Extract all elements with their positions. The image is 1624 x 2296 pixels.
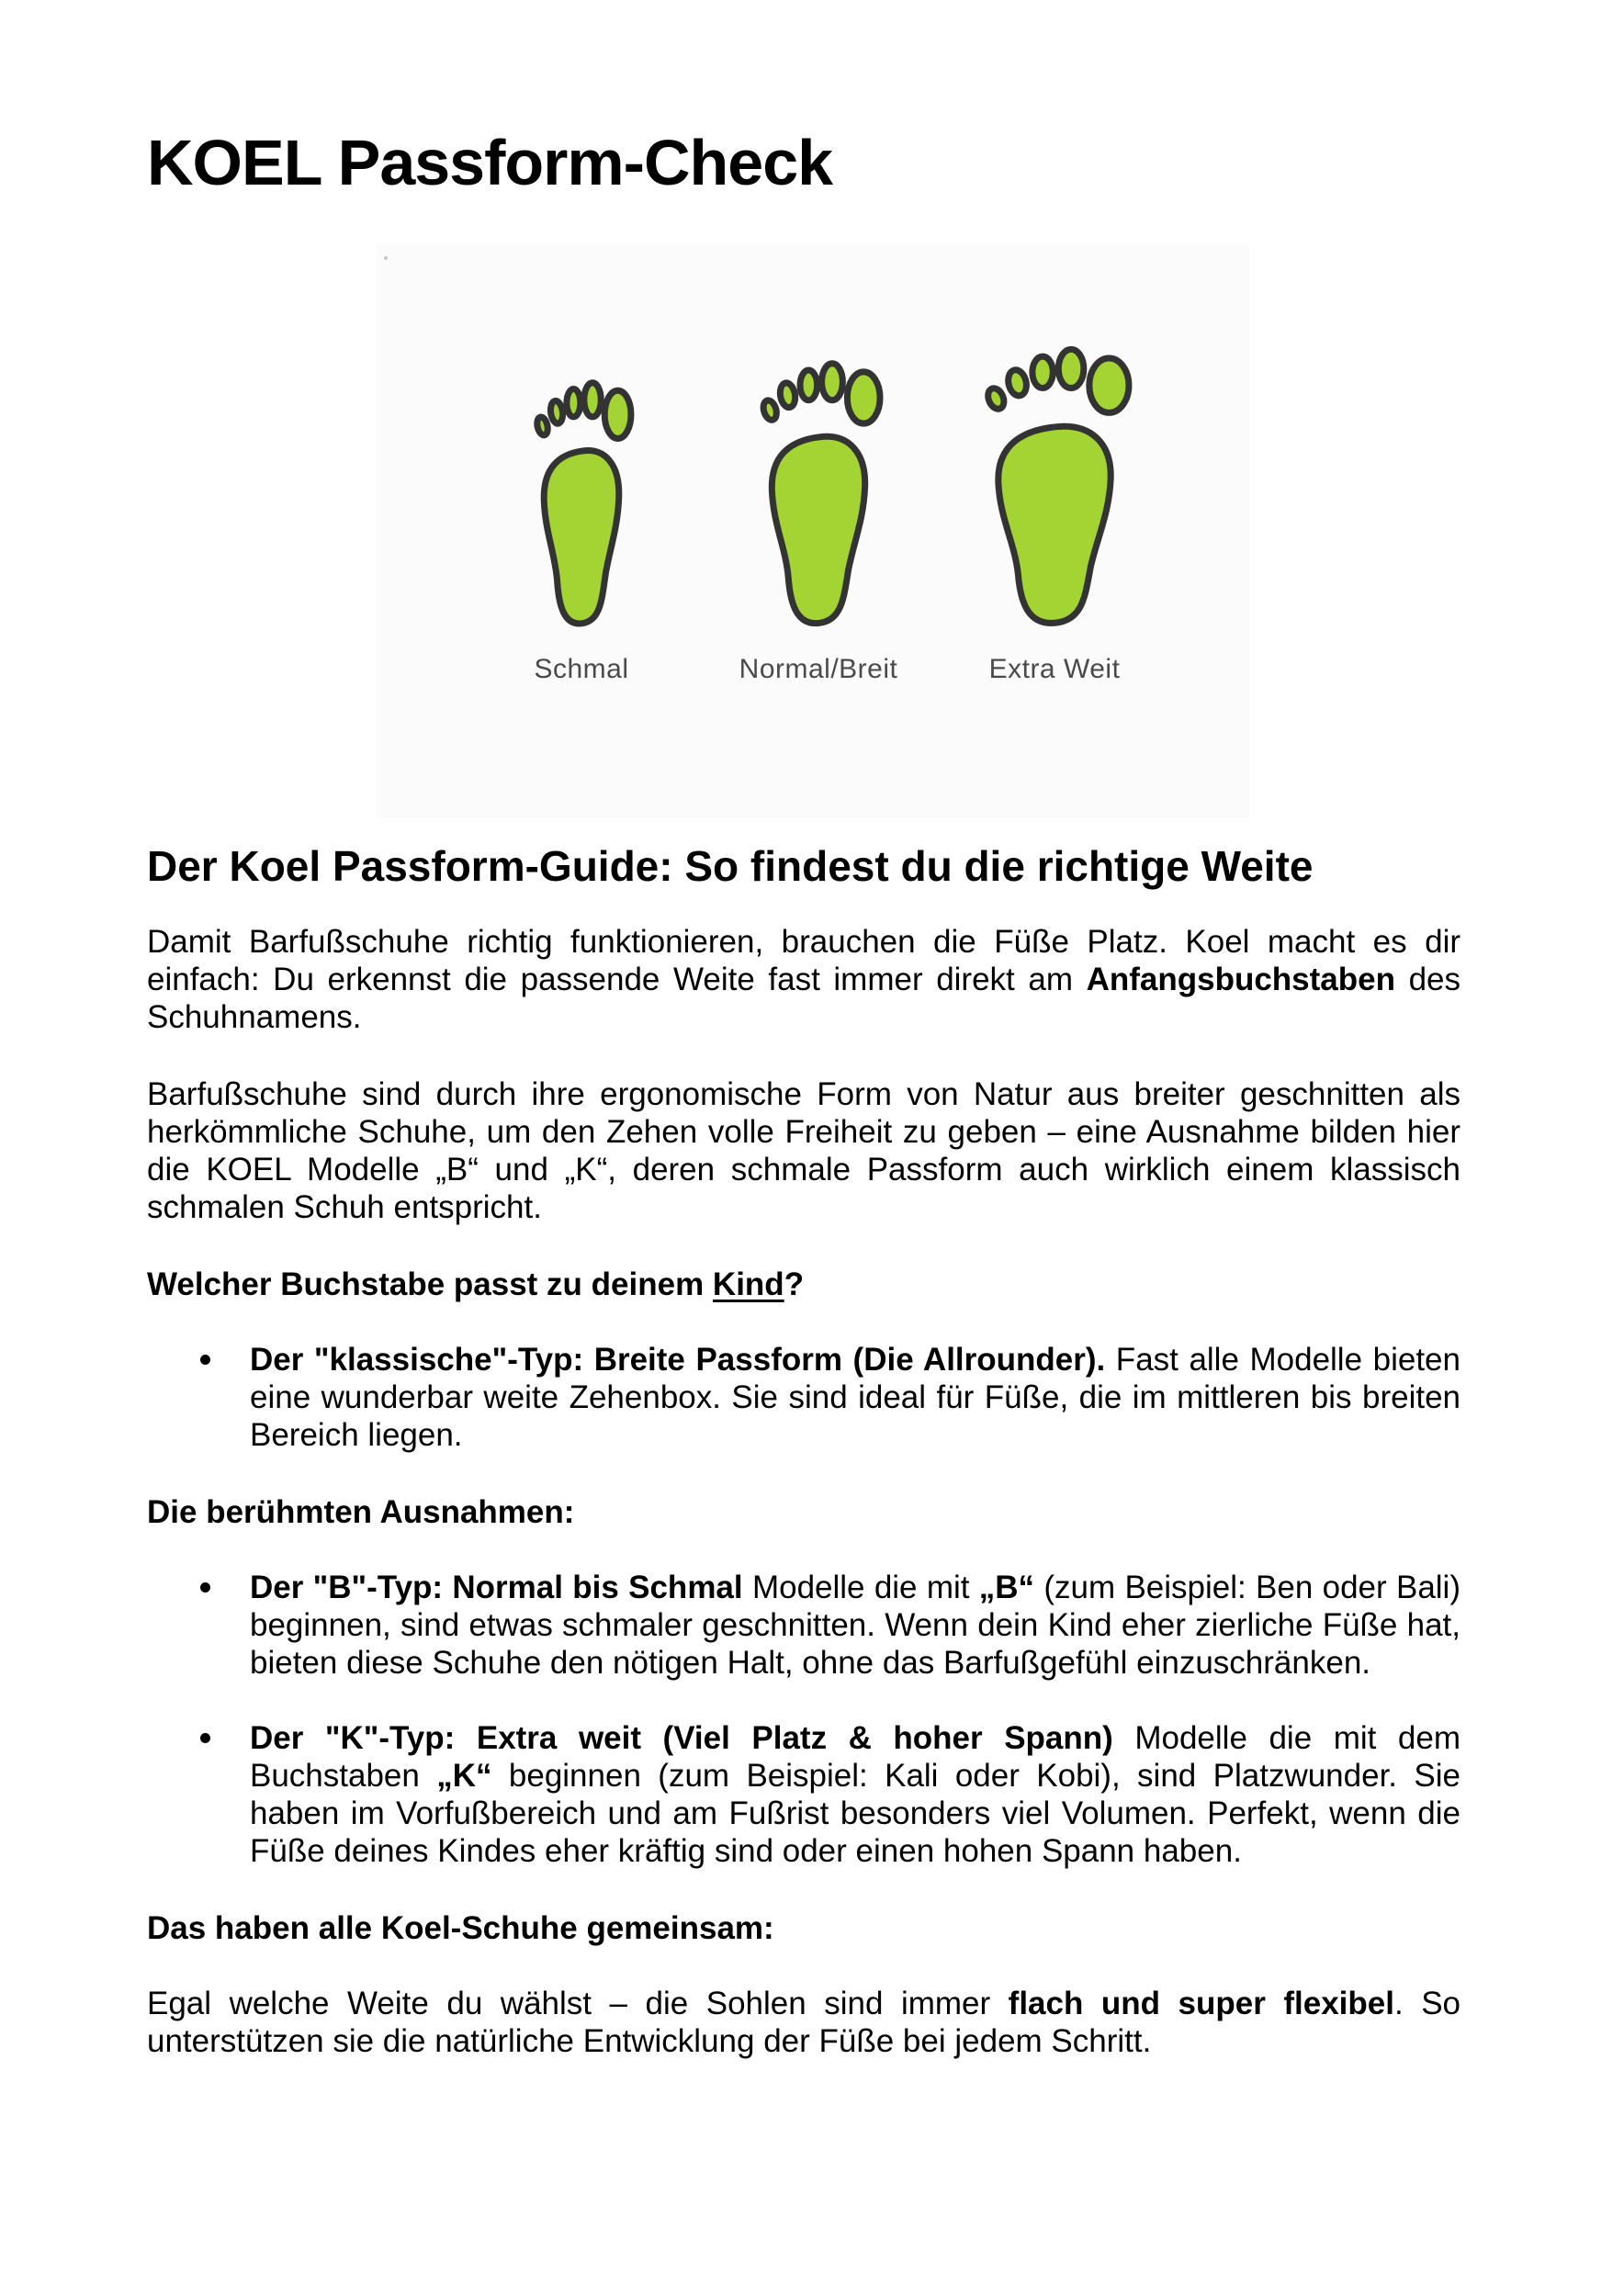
document-title: KOEL Passform-Check xyxy=(147,127,833,198)
text-segment: (zum Beispiel: Ben oder Bali) beginnen, sind etwas schmaler geschnitten. Wenn dein Kind eher zierliche Füße hat, bieten diese Schuhe den nötigen Halt, ohne das Barfußgefühl einzuschränken. xyxy=(250,1570,1460,1682)
bullet-list-which-letter xyxy=(147,1341,1460,1454)
bullet-list-exceptions xyxy=(147,1569,1460,1870)
foot-width-label: Extra Weit xyxy=(988,653,1121,684)
text-segment: Egal welche Weite du wählst – die Sohlen sind immer xyxy=(147,1986,1009,2022)
text-segment: Modelle die mit xyxy=(742,1570,979,1606)
guide-heading: Der Koel Passform-Guide: So findest du die richtige Weite xyxy=(147,841,1314,890)
text-segment: „K“ xyxy=(436,1758,492,1795)
bullet-b-type xyxy=(147,1569,1460,1682)
text-segment: . So unterstützen sie die natürliche Entwicklung der Füße bei jedem Schritt. xyxy=(147,1986,1460,2060)
bullet-k-type xyxy=(147,1719,1460,1870)
text-segment: Das haben alle Koel-Schuhe gemeinsam: xyxy=(147,1910,774,1947)
foot-column-schmal xyxy=(521,244,642,685)
text-segment: Welcher Buchstabe passt zu deinem xyxy=(147,1266,713,1303)
foot-width-label: Schmal xyxy=(534,653,629,684)
text-segment: Damit Barfußschuhe richtig funktionieren, brauchen die Füße Platz. Koel macht es dir einfach: Du erkennst die passende Weite fast immer direkt am xyxy=(147,924,1460,998)
image-artifact-speck xyxy=(384,256,388,260)
foot-column-normal-breit xyxy=(739,244,898,685)
text-segment: Der "klassische"-Typ: Breite Passform (Die Allrounder). xyxy=(250,1342,1106,1379)
text-segment: Fast alle Modelle bieten eine wunderbar weite Zehenbox. Sie sind ideal für Füße, die im mittleren bis breiten Bereich liegen. xyxy=(250,1342,1460,1454)
foot-width-label: Normal/Breit xyxy=(739,653,898,684)
text-segment: Die berühmten Ausnahmen: xyxy=(147,1494,575,1531)
text-segment: Barfußschuhe sind durch ihre ergonomische Form von Natur aus breiter geschnitten als herkömmliche Schuhe, um den Zehen volle Freiheit zu geben – eine Ausnahme bilden hier die KOEL Modelle „B“ und „K“, deren schmale Passform auch wirklich einem klassisch schmalen Schuh entspricht. xyxy=(147,1076,1460,1226)
text-segment: Modelle die mit dem Buchstaben xyxy=(250,1720,1460,1795)
text-segment: des Schuhnamens. xyxy=(147,962,1460,1036)
paragraph-intro xyxy=(147,923,1460,1036)
footprint-normal-breit-icon xyxy=(743,352,894,627)
footprint-schmal-icon xyxy=(521,372,642,627)
footprint-extra-weit-icon xyxy=(964,337,1145,627)
text-segment: beginnen (zum Beispiel: Kali oder Kobi), sind Platzwunder. Sie haben im Vorfußbereich und am Fußrist besonders viel Volumen. Perfekt, wenn die Füße deines Kindes eher kräftig sind oder einen hohen Spann haben. xyxy=(250,1758,1460,1870)
foot-column-extra-weit xyxy=(964,244,1145,685)
body-text xyxy=(147,923,1460,2060)
text-segment: ? xyxy=(784,1266,805,1303)
subhead-exceptions xyxy=(147,1493,1460,1531)
text-segment: „B“ xyxy=(978,1570,1035,1606)
bullet-classic-type xyxy=(147,1341,1460,1454)
text-segment: flach und super flexibel xyxy=(1008,1986,1394,2022)
text-segment: Der "B"-Typ: Normal bis Schmal xyxy=(250,1570,743,1606)
foot-width-figure xyxy=(377,244,1249,818)
paragraph-closing xyxy=(147,1985,1460,2060)
subhead-common xyxy=(147,1909,1460,1947)
text-segment: Der "K"-Typ: Extra weit (Viel Platz & hoher Spann) xyxy=(250,1720,1113,1757)
text-segment: Kind xyxy=(712,1266,784,1303)
subhead-which-letter xyxy=(147,1266,1460,1303)
text-segment: Anfangsbuchstaben xyxy=(1086,962,1395,998)
paragraph-ergonomic xyxy=(147,1075,1460,1226)
